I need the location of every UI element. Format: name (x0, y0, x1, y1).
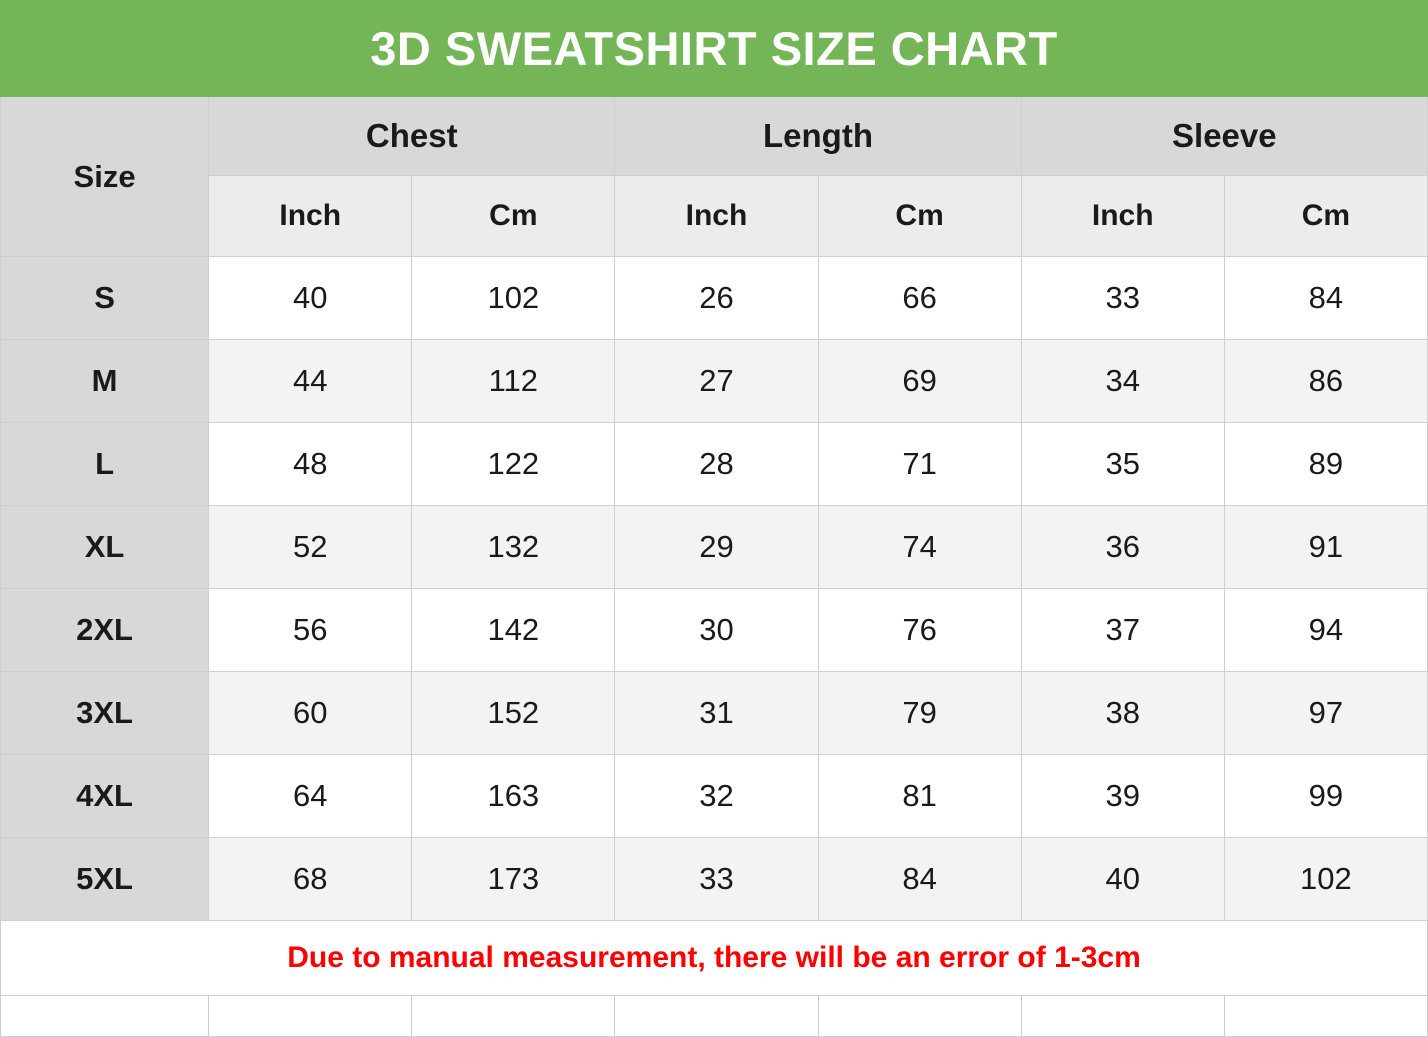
table-row (1, 755, 1428, 838)
header-sleeve: Sleeve (1021, 97, 1427, 176)
cell-sleeve-inch: 35 (1021, 423, 1224, 506)
footer-spacer-row (1, 996, 1428, 1037)
cell-chest-inch: 44 (209, 340, 412, 423)
cell-length-cm: 76 (818, 589, 1021, 672)
cell-chest-cm: 163 (412, 755, 615, 838)
header-length: Length (615, 97, 1021, 176)
header-chest-cm: Cm (412, 176, 615, 257)
row-size: L (1, 423, 209, 506)
cell-chest-cm: 122 (412, 423, 615, 506)
cell-sleeve-inch: 39 (1021, 755, 1224, 838)
cell-length-cm: 69 (818, 340, 1021, 423)
spacer-cell (1021, 996, 1224, 1037)
cell-chest-inch: 40 (209, 257, 412, 340)
group-header-row (1, 97, 1428, 176)
cell-chest-inch: 56 (209, 589, 412, 672)
chart-title: 3D SWEATSHIRT SIZE CHART (1, 1, 1428, 97)
cell-length-inch: 32 (615, 755, 818, 838)
unit-header-row (1, 176, 1428, 257)
cell-sleeve-cm: 84 (1224, 257, 1427, 340)
cell-chest-inch: 68 (209, 838, 412, 921)
table-row (1, 589, 1428, 672)
cell-sleeve-cm: 91 (1224, 506, 1427, 589)
cell-sleeve-cm: 86 (1224, 340, 1427, 423)
note-row (1, 921, 1428, 996)
cell-sleeve-cm: 102 (1224, 838, 1427, 921)
cell-length-cm: 81 (818, 755, 1021, 838)
table-row (1, 672, 1428, 755)
cell-sleeve-inch: 37 (1021, 589, 1224, 672)
table-row (1, 838, 1428, 921)
cell-chest-inch: 52 (209, 506, 412, 589)
row-size: 4XL (1, 755, 209, 838)
spacer-cell (1, 996, 209, 1037)
header-chest: Chest (209, 97, 615, 176)
cell-chest-inch: 64 (209, 755, 412, 838)
row-size: 2XL (1, 589, 209, 672)
cell-chest-inch: 60 (209, 672, 412, 755)
cell-sleeve-cm: 89 (1224, 423, 1427, 506)
cell-chest-cm: 132 (412, 506, 615, 589)
measurement-note: Due to manual measurement, there will be an error of 1-3cm (1, 921, 1428, 996)
cell-sleeve-cm: 94 (1224, 589, 1427, 672)
header-sleeve-cm: Cm (1224, 176, 1427, 257)
cell-chest-cm: 102 (412, 257, 615, 340)
cell-sleeve-inch: 36 (1021, 506, 1224, 589)
cell-length-inch: 31 (615, 672, 818, 755)
spacer-cell (209, 996, 412, 1037)
cell-length-cm: 79 (818, 672, 1021, 755)
row-size: 5XL (1, 838, 209, 921)
cell-chest-cm: 142 (412, 589, 615, 672)
table-row (1, 423, 1428, 506)
cell-length-cm: 74 (818, 506, 1021, 589)
cell-sleeve-cm: 99 (1224, 755, 1427, 838)
cell-length-cm: 84 (818, 838, 1021, 921)
table-row (1, 340, 1428, 423)
cell-length-inch: 29 (615, 506, 818, 589)
cell-chest-inch: 48 (209, 423, 412, 506)
cell-sleeve-inch: 34 (1021, 340, 1224, 423)
cell-sleeve-cm: 97 (1224, 672, 1427, 755)
cell-chest-cm: 173 (412, 838, 615, 921)
cell-length-cm: 66 (818, 257, 1021, 340)
row-size: 3XL (1, 672, 209, 755)
spacer-cell (818, 996, 1021, 1037)
spacer-cell (412, 996, 615, 1037)
cell-chest-cm: 152 (412, 672, 615, 755)
header-length-cm: Cm (818, 176, 1021, 257)
spacer-cell (1224, 996, 1427, 1037)
cell-length-inch: 33 (615, 838, 818, 921)
cell-length-inch: 28 (615, 423, 818, 506)
table-row (1, 506, 1428, 589)
header-sleeve-inch: Inch (1021, 176, 1224, 257)
cell-length-inch: 26 (615, 257, 818, 340)
row-size: XL (1, 506, 209, 589)
cell-length-cm: 71 (818, 423, 1021, 506)
spacer-cell (615, 996, 818, 1037)
header-length-inch: Inch (615, 176, 818, 257)
row-size: M (1, 340, 209, 423)
title-row (1, 1, 1428, 97)
header-size: Size (1, 97, 209, 257)
table-row (1, 257, 1428, 340)
header-chest-inch: Inch (209, 176, 412, 257)
cell-length-inch: 30 (615, 589, 818, 672)
cell-chest-cm: 112 (412, 340, 615, 423)
cell-sleeve-inch: 38 (1021, 672, 1224, 755)
cell-sleeve-inch: 33 (1021, 257, 1224, 340)
cell-sleeve-inch: 40 (1021, 838, 1224, 921)
row-size: S (1, 257, 209, 340)
cell-length-inch: 27 (615, 340, 818, 423)
